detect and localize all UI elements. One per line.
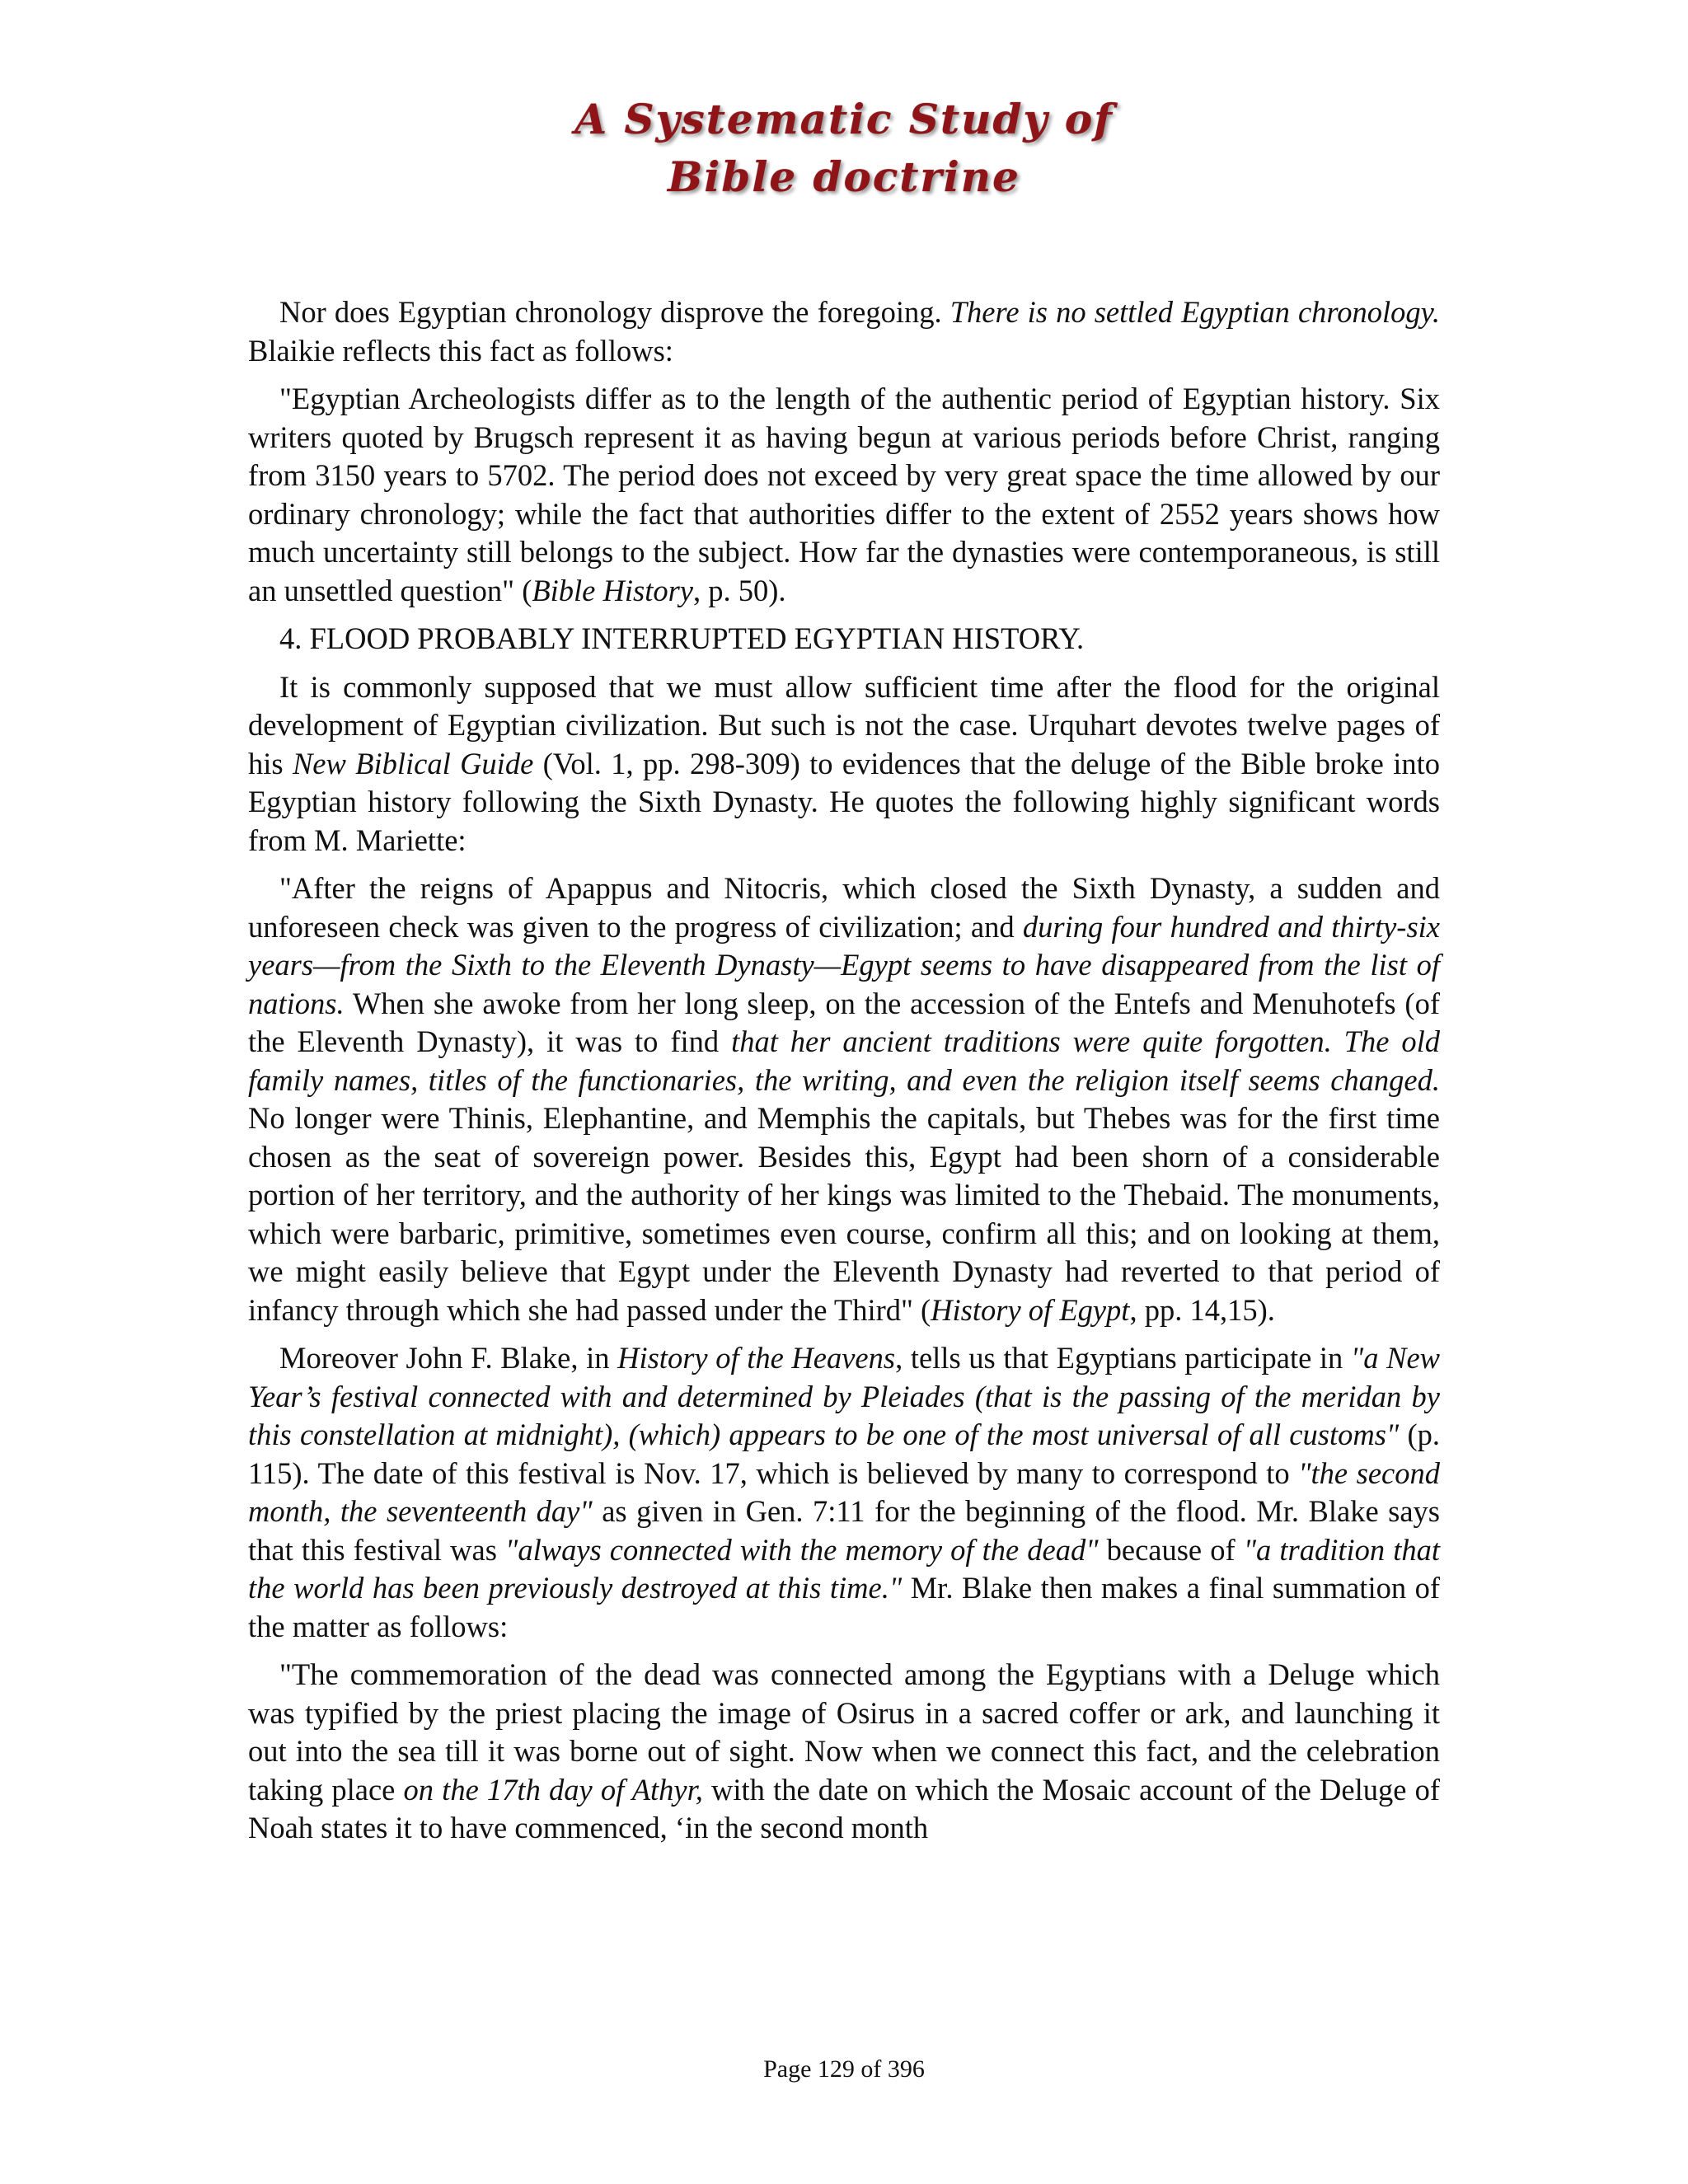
paragraph-3 [248, 668, 1440, 860]
paragraph-5 [248, 1339, 1440, 1646]
text-run: (Vol. 1, pp. 298-309) to evidences that the deluge of the Bible broke into Egyptian history following the Sixth Dynasty. He quotes the following highly significant words from M. Mariette: [248, 746, 1440, 857]
italic-text-run: "a tradition that the world has been previously destroyed at this time." [248, 1532, 1440, 1605]
italic-text-run: Bible History [532, 573, 694, 607]
text-run: because of [1098, 1532, 1244, 1567]
paragraph-6-quote [248, 1656, 1440, 1848]
text-run: Mr. Blake then makes a final summation of the matter as follows: [248, 1571, 1441, 1643]
book-title-logo [574, 91, 1114, 206]
page-header [0, 91, 1688, 206]
italic-text-run: during four hundred and thirty-six years—from the Sixth to the Eleventh Dynasty—Egypt seems to have disappeared from the list of nations. [248, 909, 1440, 1020]
paragraph-4-quote [248, 869, 1440, 1329]
text-run: with the date on which the Mosaic account of the Deluge of Noah states it to have commenced, ‘in the second month [248, 1772, 1440, 1844]
text-run: , pp. 14,15). [1129, 1292, 1275, 1327]
book-title-line-1: A Systematic Study of [574, 95, 1114, 143]
text-run: "Egyptian Archeologists differ as to the length of the authentic period of Egyptian history. Six writers quoted by Brugsch represent it as having begun at various periods before Christ, ranging from 3150 years to 5702. The period does not exceed by very great space the time allowed by our ordinary chronology; while the fact that authorities differ to the extent of 2552 years shows how much uncertainty still belongs to the subject. How far the dynasties were contemporaneous, is still an unsettled question" ( [248, 382, 1440, 607]
italic-text-run: There is no settled Egyptian chronology. [950, 295, 1440, 329]
text-run: Nor does Egyptian chronology disprove the foregoing. [279, 295, 950, 329]
italic-text-run: "a New Year’s festival connected with and determined by Pleiades (that is the passing of the meridan by this constellation at midnight), (which) appears to be one of the most universal of all customs" [248, 1341, 1440, 1451]
italic-text-run: History of Egypt [931, 1292, 1130, 1327]
text-run: Blaikie reflects this fact as follows: [248, 333, 673, 368]
text-run: "After the reigns of Apappus and Nitocris, which closed the Sixth Dynasty, a sudden and unforeseen check was given to the progress of civilization; and [248, 871, 1440, 944]
italic-text-run: History of the Heavens [617, 1341, 896, 1375]
italic-text-run: "the second month, the seventeenth day" [248, 1455, 1440, 1528]
text-run: No longer were Thinis, Elephantine, and Memphis the capitals, but Thebes was for the first time chosen as the seat of sovereign power. Besides this, Egypt had been shorn of a considerable portion of her territory, and the authority of her kings was limited to the Thebaid. The monuments, which were barbaric, primitive, sometimes even course, confirm all this; and on looking at them, we might easily believe that Egypt under the Eleventh Dynasty had reverted to that period of infancy through which she had passed under the Third" ( [248, 1101, 1440, 1327]
italic-text-run: on the 17th day of Athyr, [403, 1772, 703, 1807]
text-run: , p. 50). [693, 573, 786, 607]
section-heading [248, 620, 1440, 658]
text-run: It is commonly supposed that we must allow sufficient time after the flood for the original development of Egyptian civilization. But such is not the case. Urquhart devotes twelve pages of his [248, 669, 1440, 780]
italic-text-run: that her ancient traditions were quite forgotten. The old family names, titles of the functionaries, the writing, and even the religion itself seems changed. [248, 1024, 1440, 1097]
paragraph-1 [248, 293, 1440, 370]
text-run: When she awoke from her long sleep, on the accession of the Entefs and Menuhotefs (of the Eleventh Dynasty), it was to find [248, 986, 1440, 1058]
text-run: as given in Gen. 7:11 for the beginning of the flood. Mr. Blake says that this festival was [248, 1494, 1441, 1567]
page-footer [0, 2055, 1688, 2084]
paragraph-2-quote [248, 380, 1440, 610]
text-run: , tells us that Egyptians participate in [895, 1341, 1351, 1375]
text-run: Moreover John F. Blake, in [279, 1341, 618, 1375]
text-run: (p. 115). The date of this festival is Nov. 17, which is believed by many to correspond to [248, 1418, 1440, 1490]
text-run: "The commemoration of the dead was connected among the Egyptians with a Deluge which was typified by the priest placing the image of Osirus in a sacred coffer or ark, and launching it out into the sea till it was borne out of sight. Now when we connect this fact, and the celebration taking place [248, 1657, 1440, 1807]
italic-text-run: "always connected with the memory of the dead" [505, 1532, 1099, 1567]
italic-text-run: New Biblical Guide [292, 746, 534, 780]
page-number: Page 129 of 396 [763, 2055, 925, 2083]
document-body [248, 293, 1440, 1858]
text-run: 4. FLOOD PROBABLY INTERRUPTED EGYPTIAN HISTORY. [279, 621, 1085, 655]
book-title-line-2: Bible doctrine [668, 152, 1020, 201]
